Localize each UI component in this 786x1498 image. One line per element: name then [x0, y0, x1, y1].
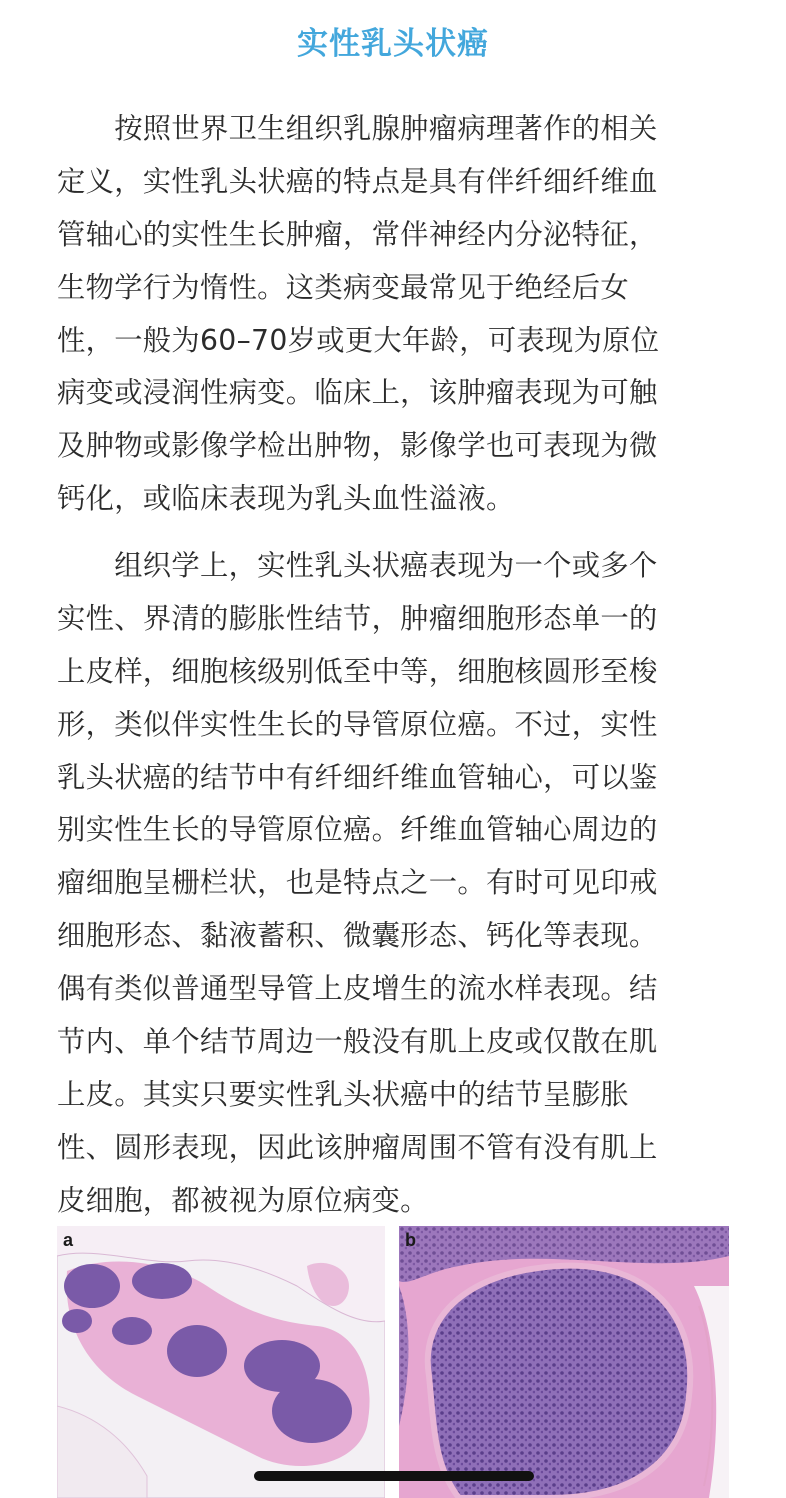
text-line: 生物学行为惰性。这类病变最常见于绝经后女 [57, 270, 629, 304]
text-line: 偶有类似普通型导管上皮增生的流水样表现。结 [57, 972, 658, 1006]
text-line: 及肿物或影像学检出肿物，影像学也可表现为微 [57, 429, 658, 463]
figure-label-a: a [63, 1230, 74, 1250]
he-stain-high-power-image [399, 1226, 729, 1498]
figure-panel-a [57, 1226, 385, 1498]
text-line: 按照世界卫生组织乳腺肿瘤病理著作的相关 [57, 112, 658, 145]
figure-panel-b [399, 1226, 729, 1498]
text-line: 性、圆形表现，因此该肿瘤周围不管有没有肌上 [57, 1130, 658, 1164]
text-line: 皮细胞，都被视为原位病变。 [57, 1183, 429, 1217]
article-title: 实性乳头状癌 [297, 26, 489, 62]
text-line: 瘤细胞呈栅栏状，也是特点之一。有时可见印戒 [57, 866, 658, 900]
home-indicator-bar[interactable] [254, 1471, 534, 1481]
text-line: 上皮。其实只要实性乳头状癌中的结节呈膨胀 [57, 1077, 629, 1111]
text-line: 别实性生长的导管原位癌。纤维血管轴心周边的 [57, 813, 658, 847]
figure-label-b: b [405, 1230, 416, 1250]
text-line: 节内、单个结节周边一般没有肌上皮或仅散在肌 [57, 1025, 658, 1059]
text-line: 组织学上，实性乳头状癌表现为一个或多个 [57, 549, 658, 582]
text-line: 实性、界清的膨胀性结节，肿瘤细胞形态单一的 [57, 601, 658, 635]
paragraph-histology [57, 540, 729, 1228]
text-line: 细胞形态、黏液蓄积、微囊形态、钙化等表现。 [57, 919, 658, 953]
he-stain-low-power-image [57, 1226, 385, 1498]
text-line: 钙化，或临床表现为乳头血性溢液。 [57, 482, 515, 516]
text-line: 上皮样，细胞核级别低至中等，细胞核圆形至梭 [57, 654, 658, 688]
text-line: 定义，实性乳头状癌的特点是具有伴纤细纤维血 [57, 164, 658, 198]
text-line: 性，一般为60–70岁或更大年龄，可表现为原位 [57, 323, 660, 357]
paragraph-clinical-definition [57, 103, 729, 526]
text-line: 病变或浸润性病变。临床上，该肿瘤表现为可触 [57, 376, 658, 410]
text-line: 形，类似伴实性生长的导管原位癌。不过，实性 [57, 707, 658, 741]
text-line: 乳头状癌的结节中有纤细纤维血管轴心，可以鉴 [57, 760, 658, 794]
text-line: 管轴心的实性生长肿瘤，常伴神经内分泌特征， [57, 217, 658, 251]
